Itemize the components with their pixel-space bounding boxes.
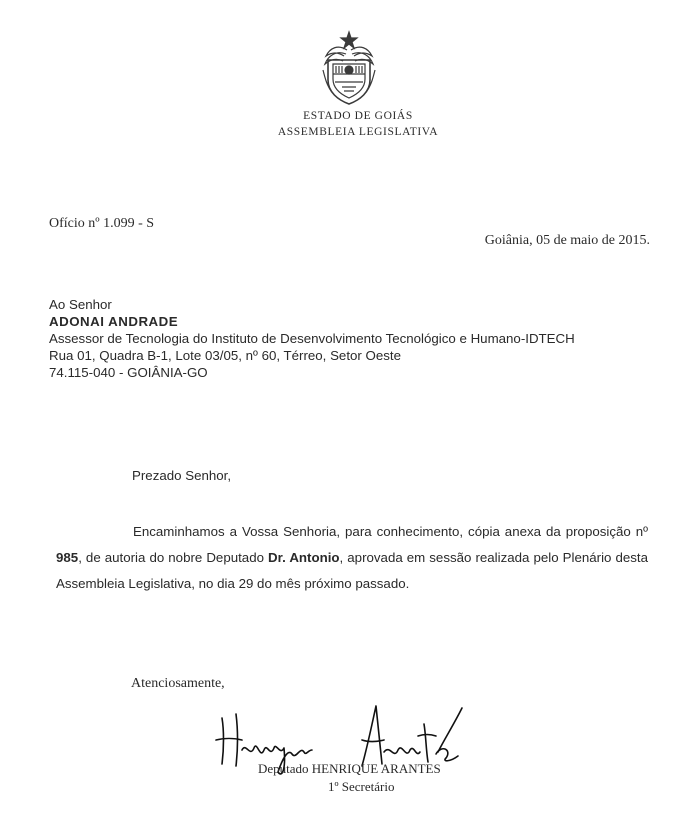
letterhead-institution: ASSEMBLEIA LEGISLATIVA bbox=[277, 126, 439, 138]
signer-name: Deputado HENRIQUE ARANTES bbox=[258, 761, 441, 776]
document-date: Goiânia, 05 de maio de 2015. bbox=[484, 233, 650, 248]
body-text-1: Encaminhamos a Vossa Senhoria, para conhecimento, cópia anexa da proposição nº bbox=[133, 524, 648, 539]
letterhead-state: ESTADO DE GOIÁS bbox=[303, 110, 413, 122]
body-text-3: , aprovada em sessão realizada pelo Plenário desta Assembleia Legislativa, no dia 29 do mês próximo passado. bbox=[56, 550, 648, 591]
recipient-title: Assessor de Tecnologia do Instituto de Desenvolvimento Tecnológico e Humano-IDTECH bbox=[49, 331, 575, 346]
proposal-number: 985 bbox=[56, 550, 79, 565]
document-reference: Ofício nº 1.099 - S bbox=[49, 216, 155, 231]
recipient-salutation: Ao Senhor bbox=[49, 297, 112, 312]
closing: Atenciosamente, bbox=[131, 676, 225, 691]
recipient-street: Rua 01, Quadra B-1, Lote 03/05, nº 60, Térreo, Setor Oeste bbox=[49, 348, 402, 363]
letter-body bbox=[56, 519, 648, 597]
body-text-2: , de autoria do nobre Deputado bbox=[78, 550, 269, 565]
recipient-postal-city: 74.115-040 - GOIÂNIA-GO bbox=[49, 365, 208, 380]
recipient-name: ADONAI ANDRADE bbox=[49, 314, 179, 329]
goias-coat-of-arms-icon bbox=[320, 30, 378, 106]
signer-role: 1º Secretário bbox=[328, 779, 395, 794]
greeting: Prezado Senhor, bbox=[132, 468, 232, 483]
deputy-name: Dr. Antonio bbox=[268, 550, 340, 565]
